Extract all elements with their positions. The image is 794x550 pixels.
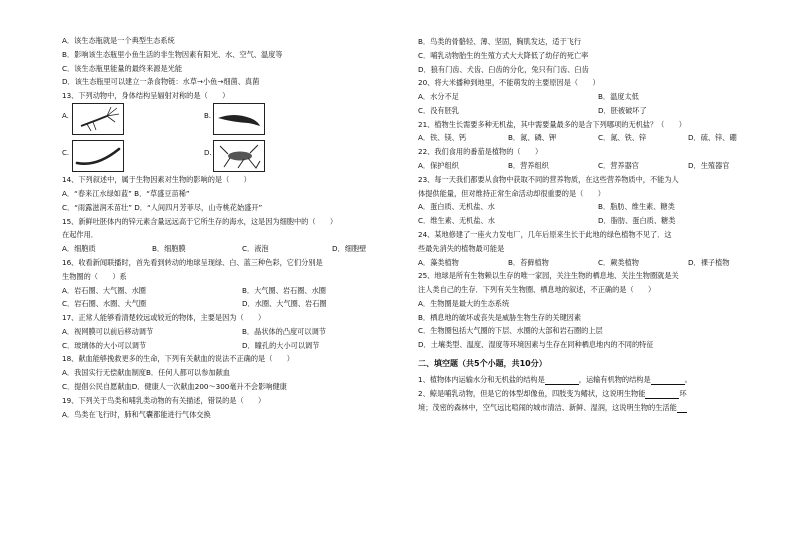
q16-options-row-2 — [62, 299, 422, 309]
q16-option-c: C．岩石圈、水圈、大气圈 — [62, 299, 147, 309]
planarian-icon — [213, 103, 265, 135]
q20-option-a: A．水分不足 — [418, 92, 459, 102]
fill-blank-2a[interactable] — [645, 390, 679, 399]
q17-options-row-2 — [62, 341, 422, 351]
right-column — [418, 37, 778, 413]
q17-stem: 17、正常人能够看清楚较远或较近的物体，主要是因为（ ） — [62, 313, 266, 323]
fill-item-1-after: 。 — [684, 374, 692, 384]
fill-item-2-cont — [418, 403, 778, 413]
q16-option-b: B．大气圈、岩石圈、水圈 — [242, 285, 326, 295]
q13-label-c: C. — [62, 149, 70, 158]
q12-option-c: C．该生态瓶里能量的最终来源是光能 — [62, 63, 183, 73]
q19-option-d: D．狼有门齿、犬齿、臼齿的分化，兔只有门齿、臼齿 — [418, 64, 589, 74]
fill-blank-2b[interactable] — [677, 404, 687, 413]
q20-option-d: D．胚被破坏了 — [598, 105, 647, 115]
q12-option-a: A．该生态瓶就是一个典型生态系统 — [62, 36, 175, 45]
q25-option-d: D．土壤类型、温度、湿度等环境因素与生存在同种栖息地内的不同的特征 — [418, 340, 654, 350]
fill-item-2-before: 2、鲸是哺乳动物，但是它的体型却像鱼，四肢变为鳍状，这说明生物能 — [418, 388, 646, 398]
q22-options — [418, 161, 778, 171]
q22-option-d: D．生殖器官 — [688, 161, 730, 171]
fill-item-1-before: 1、植物体内运输水分和无机盐的结构是 — [418, 374, 545, 384]
q12-option-b: B．影响该生态瓶里小鱼生活的非生物因素有阳光、水、空气、温度等 — [62, 49, 283, 59]
q24-option-c: C．蕨类植物 — [598, 257, 639, 267]
q20-options-row-1 — [418, 92, 778, 102]
q15-option-d: D．细胞壁 — [332, 244, 367, 254]
q22-option-b: B．营养组织 — [508, 161, 549, 171]
q25-option-c: C．生物圈包括大气圈的下层、水圈的大部和岩石圈的上层 — [418, 326, 603, 336]
q24-stem-2: 些最先消失的植物最可能是 — [418, 243, 505, 253]
q16-stem-2: 生物圈的（ ）系 — [62, 271, 127, 281]
q23-options-row-1 — [418, 202, 778, 212]
q13-label-b: B. — [204, 112, 212, 121]
q23-stem-2: 体提供能量，但对维持正常生命活动却很重要的是（ ） — [418, 188, 605, 198]
q24-options — [418, 258, 778, 268]
q12-option-d: D．该生态瓶里可以建立一条食物链：水草→小鱼→细菌、真菌 — [62, 77, 260, 87]
q21-option-c: C．氮、铁、锌 — [598, 133, 647, 143]
q16-stem-1: 16、收看新闻联播时，首先看到转动的地球呈现绿、白、蓝三种色彩，它们分别是 — [62, 258, 323, 267]
q22-option-c: C．营养器官 — [598, 161, 639, 171]
q13-image-row-2 — [62, 140, 422, 175]
q13-stem: 13、下列动物中，身体结构呈辐射对称的是（ ） — [62, 91, 230, 101]
q19-stem: 19、下列关于鸟类和哺乳类动物的有关描述，错误的是（ ） — [62, 395, 266, 405]
q25-option-b: B．栖息地的破坏或丧失是威胁生物生存的关键因素 — [418, 312, 582, 322]
q16-option-a: A．岩石圈、大气圈、水圈 — [62, 285, 146, 295]
left-column — [62, 36, 422, 420]
q16-option-d: D．水圈、大气圈、岩石圈 — [242, 299, 327, 309]
roundworm-icon — [72, 140, 124, 172]
q18-options-1: A．我国实行无偿献血制度B．任何人都可以参加献血 — [62, 368, 230, 378]
q21-option-a: A．铁、镁、钙 — [418, 133, 467, 143]
q17-option-a: A．视网膜可以前后移动调节 — [62, 326, 154, 336]
q25-option-a: A．生物圈是最大的生态系统 — [418, 298, 510, 308]
q15-stem-2: 在起作用． — [62, 230, 98, 240]
q17-option-b: B．晶状体的凸度可以调节 — [242, 326, 326, 336]
q14-stem: 14、下列叙述中，属于生物因素对生物的影响的是（ ） — [62, 175, 251, 185]
q13-label-a: A. — [62, 112, 69, 121]
q20-stem: 20、将大米播种到地里，不能萌发的主要原因是（ ） — [418, 78, 600, 88]
q22-stem: 22、我们食用的番茄是植物的（ ） — [418, 147, 543, 157]
q23-option-d: D．脂肪、蛋白质、糖类 — [598, 216, 676, 226]
q23-option-b: B．脂肪、维生素、糖类 — [598, 202, 675, 212]
q21-option-b: B．氮、磷、钾 — [508, 133, 557, 143]
q13-image-row-1 — [62, 103, 422, 138]
q21-options — [418, 133, 778, 143]
q14-options-1: A．“春来江水绿如蓝” B．“草盛豆苗稀” — [62, 189, 190, 199]
q20-options-row-2 — [418, 106, 778, 116]
q23-option-a: A．蛋白质、无机盐、水 — [418, 202, 495, 212]
q16-options-row-1 — [62, 286, 422, 296]
q18-options-2: C．提倡公民自愿献血D．健康人一次献血200～300毫升不会影响健康 — [62, 382, 287, 392]
q18-stem: 18、献血能够挽救更多的生命，下列有关献血的说法不正确的是（ ） — [62, 354, 294, 364]
q20-option-b: B．温度太低 — [598, 92, 639, 102]
q24-option-a: A．藻类植物 — [418, 257, 459, 267]
q24-stem-1: 24、某地修建了一座火力发电厂，几年后原来生长于此地的绿色植物不见了．这 — [418, 229, 672, 239]
fill-item-1-middle: ，运输有机物的结构是 — [578, 374, 651, 384]
q20-option-c: C．没有胚乳 — [418, 105, 459, 115]
q14-options-2: C．“雨露滋润禾苗壮” D．“人间四月芳菲尽，山寺桃花始盛开” — [62, 202, 263, 212]
q19-option-c: C．哺乳动物胎生的生殖方式大大降低了幼仔的死亡率 — [418, 50, 589, 60]
q23-options-row-2 — [418, 216, 778, 226]
section-2-title: 二、填空题（共5个小题，共10分） — [418, 359, 547, 369]
fill-item-2-cont-text: 境；茂密的森林中，空气远比喧闹的城市清洁、新鲜、湿润，这说明生物的生活能 — [418, 402, 677, 412]
q23-option-c: C．维生素、无机盐、水 — [418, 216, 495, 226]
q24-option-d: D．裸子植物 — [688, 257, 730, 267]
q21-stem: 21、植物生长需要多种无机盐，其中需要量最多的是含下列哪项的无机盐？（ ） — [418, 119, 686, 129]
grasshopper-icon — [213, 140, 265, 172]
q15-stem-1: 15、新鲜吐胚体内的锌元素含量远远高于它所生存的海水，这是因为细胞中的（ ） — [62, 216, 338, 226]
q23-stem-1: 23、每一天我们都要从食物中获取不同的营养物质，在这些营养物质中，不能为人 — [418, 174, 679, 184]
q17-options-row-1 — [62, 327, 422, 337]
q25-stem-1: 25、地球是所有生物赖以生存的唯一家园，关注生物的栖息地、关注生物圈就是关 — [418, 271, 679, 281]
q17-option-d: D．瞳孔的大小可以调节 — [242, 340, 320, 350]
q19-option-b: B．鸟类的骨骼轻、薄、坚固，胸肌发达，适于飞行 — [418, 37, 582, 46]
fill-item-2 — [418, 389, 778, 399]
fill-blank-1b[interactable] — [651, 376, 685, 385]
fill-item-2-after: 环 — [679, 388, 687, 398]
q24-option-b: B．苔藓植物 — [508, 257, 549, 267]
q25-stem-2: 注人类自己的生存．下列有关生物圈、栖息地的叙述，不正确的是（ ） — [418, 285, 656, 295]
q17-option-c: C．玻璃体的大小可以调节 — [62, 340, 147, 350]
q15-option-b: B．细胞膜 — [152, 244, 186, 254]
q21-option-d: D．硫、锌、硼 — [688, 133, 737, 143]
fill-item-1 — [418, 375, 778, 385]
q15-option-c: C．液泡 — [242, 244, 269, 254]
q15-option-a: A．细胞质 — [62, 244, 96, 254]
hydra-icon — [72, 103, 124, 135]
q15-options — [62, 244, 422, 254]
q19-option-a: A．鸟类在飞行时，肺和气囊都能进行气体交换 — [62, 409, 211, 419]
q13-label-d: D. — [204, 149, 212, 158]
q22-option-a: A．保护组织 — [418, 161, 459, 171]
fill-blank-1a[interactable] — [545, 376, 579, 385]
